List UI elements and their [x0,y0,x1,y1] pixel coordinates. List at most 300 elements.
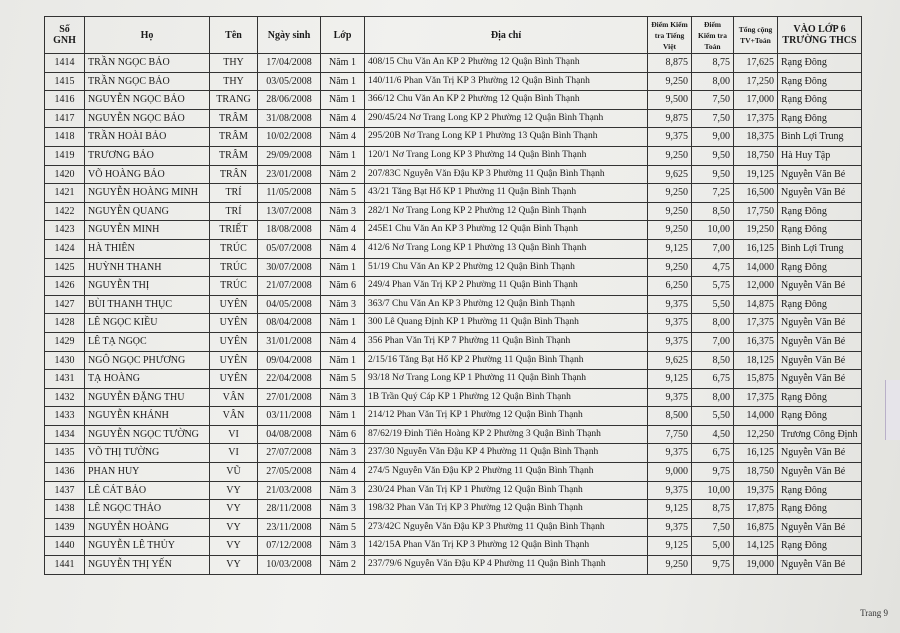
table-row [45,165,862,184]
cell-so-gnh: 1438 [45,500,85,519]
cell-ho: LÊ NGỌC THẢO [85,500,210,519]
cell-diem-tieng-viet: 9,625 [648,165,692,184]
cell-ten: TRÍ [210,184,258,203]
cell-so-gnh: 1426 [45,277,85,296]
cell-diem-tieng-viet: 9,375 [648,388,692,407]
cell-dia-chi: 274/5 Nguyễn Văn Đậu KP 2 Phường 11 Quận Bình Thạnh [365,463,648,482]
table-row [45,314,862,333]
cell-lop: Năm 3 [321,537,365,556]
table-row [45,444,862,463]
cell-dia-chi: 366/12 Chu Văn An KP 2 Phường 12 Quận Bình Thạnh [365,91,648,110]
cell-ho: NGÔ NGỌC PHƯƠNG [85,351,210,370]
cell-diem-tieng-viet: 9,125 [648,500,692,519]
cell-ten: VY [210,500,258,519]
cell-ngay-sinh: 13/07/2008 [258,202,321,221]
table-row [45,370,862,389]
cell-ngay-sinh: 09/04/2008 [258,351,321,370]
cell-ngay-sinh: 31/01/2008 [258,332,321,351]
table-row [45,184,862,203]
cell-dia-chi: 282/1 Nơ Trang Long KP 2 Phường 12 Quận Bình Thạnh [365,202,648,221]
cell-ngay-sinh: 10/02/2008 [258,128,321,147]
cell-lop: Năm 6 [321,425,365,444]
table-row [45,407,862,426]
cell-ten: TRÚC [210,239,258,258]
table-row [45,537,862,556]
cell-dia-chi: 43/21 Tăng Bạt Hổ KP 1 Phường 11 Quận Bình Thạnh [365,184,648,203]
cell-ten: VY [210,518,258,537]
cell-ngay-sinh: 05/07/2008 [258,239,321,258]
table-row [45,481,862,500]
cell-diem-toan: 8,00 [692,314,734,333]
cell-truong-thcs: Nguyễn Văn Bé [778,370,862,389]
cell-ngay-sinh: 28/06/2008 [258,91,321,110]
cell-diem-tieng-viet: 9,625 [648,351,692,370]
cell-truong-thcs: Nguyễn Văn Bé [778,314,862,333]
cell-ten: THY [210,54,258,73]
cell-lop: Năm 4 [321,239,365,258]
cell-dia-chi: 93/18 Nơ Trang Long KP 1 Phường 11 Quận Bình Thạnh [365,370,648,389]
header-ten: Tên [210,17,258,54]
cell-so-gnh: 1415 [45,72,85,91]
cell-diem-tieng-viet: 9,375 [648,481,692,500]
cell-tong-cong: 16,375 [734,332,778,351]
table-row [45,295,862,314]
cell-dia-chi: 207/83C Nguyễn Văn Đậu KP 3 Phường 11 Quận Bình Thạnh [365,165,648,184]
cell-ten: TRÂM [210,128,258,147]
cell-diem-tieng-viet: 9,250 [648,258,692,277]
cell-ten: VY [210,481,258,500]
cell-tong-cong: 17,375 [734,388,778,407]
cell-ten: UYÊN [210,314,258,333]
table-row [45,258,862,277]
cell-truong-thcs: Nguyễn Văn Bé [778,556,862,575]
header-dia-chi: Địa chỉ [365,17,648,54]
page-number: Trang 9 [860,608,888,618]
cell-so-gnh: 1437 [45,481,85,500]
cell-lop: Năm 3 [321,481,365,500]
cell-ten: VI [210,444,258,463]
cell-so-gnh: 1417 [45,109,85,128]
cell-ten: UYÊN [210,295,258,314]
cell-ho: TẠ HOÀNG [85,370,210,389]
header-ngay-sinh: Ngày sinh [258,17,321,54]
cell-so-gnh: 1423 [45,221,85,240]
cell-diem-tieng-viet: 9,250 [648,556,692,575]
cell-ten: UYÊN [210,351,258,370]
table-row [45,146,862,165]
student-score-table [44,16,862,575]
cell-tong-cong: 16,500 [734,184,778,203]
cell-ngay-sinh: 31/08/2008 [258,109,321,128]
cell-truong-thcs: Nguyễn Văn Bé [778,518,862,537]
cell-lop: Năm 1 [321,146,365,165]
cell-so-gnh: 1422 [45,202,85,221]
cell-ten: TRANG [210,91,258,110]
cell-lop: Năm 3 [321,295,365,314]
cell-lop: Năm 4 [321,128,365,147]
cell-so-gnh: 1440 [45,537,85,556]
cell-truong-thcs: Nguyễn Văn Bé [778,351,862,370]
table-row [45,91,862,110]
header-so-gnh: Số GNH [45,17,85,54]
cell-tong-cong: 14,000 [734,258,778,277]
cell-dia-chi: 198/32 Phan Văn Trị KP 3 Phường 12 Quận Bình Thạnh [365,500,648,519]
cell-ho: NGUYỄN HOÀNG MINH [85,184,210,203]
cell-dia-chi: 273/42C Nguyễn Văn Đậu KP 3 Phường 11 Quận Bình Thạnh [365,518,648,537]
cell-diem-toan: 8,50 [692,202,734,221]
cell-lop: Năm 1 [321,54,365,73]
cell-dia-chi: 237/79/6 Nguyễn Văn Đậu KP 4 Phường 11 Quận Bình Thạnh [365,556,648,575]
table-row [45,54,862,73]
table-row [45,221,862,240]
cell-ho: LÊ CÁT BẢO [85,481,210,500]
cell-ho: VÕ HOÀNG BẢO [85,165,210,184]
cell-ngay-sinh: 18/08/2008 [258,221,321,240]
cell-dia-chi: 356 Phan Văn Trị KP 7 Phường 11 Quận Bình Thạnh [365,332,648,351]
cell-dia-chi: 245E1 Chu Văn An KP 3 Phường 12 Quận Bình Thạnh [365,221,648,240]
cell-truong-thcs: Nguyễn Văn Bé [778,165,862,184]
cell-ten: THY [210,72,258,91]
cell-tong-cong: 14,875 [734,295,778,314]
cell-dia-chi: 230/24 Phan Văn Trị KP 1 Phường 12 Quận Bình Thạnh [365,481,648,500]
cell-lop: Năm 5 [321,184,365,203]
cell-truong-thcs: Nguyễn Văn Bé [778,332,862,351]
cell-dia-chi: 300 Lê Quang Định KP 1 Phường 11 Quận Bình Thạnh [365,314,648,333]
cell-truong-thcs: Rạng Đông [778,481,862,500]
cell-tong-cong: 14,125 [734,537,778,556]
cell-so-gnh: 1428 [45,314,85,333]
cell-diem-toan: 8,00 [692,72,734,91]
cell-ten: TRÂM [210,146,258,165]
cell-tong-cong: 18,375 [734,128,778,147]
cell-lop: Năm 1 [321,72,365,91]
cell-ho: TRẦN HOÀI BẢO [85,128,210,147]
cell-ngay-sinh: 21/07/2008 [258,277,321,296]
cell-diem-tieng-viet: 9,375 [648,332,692,351]
cell-ten: TRÚC [210,277,258,296]
table-row [45,351,862,370]
cell-dia-chi: 51/19 Chu Văn An KP 2 Phường 12 Quận Bình Thạnh [365,258,648,277]
cell-truong-thcs: Rạng Đông [778,295,862,314]
cell-tong-cong: 16,125 [734,444,778,463]
cell-ten: TRÂM [210,109,258,128]
cell-lop: Năm 3 [321,388,365,407]
cell-truong-thcs: Nguyễn Văn Bé [778,463,862,482]
cell-diem-tieng-viet: 8,500 [648,407,692,426]
cell-ten: TRÚC [210,258,258,277]
cell-ngay-sinh: 21/03/2008 [258,481,321,500]
header-diem-tieng-viet: Điểm Kiểm tra Tiếng Việt [648,17,692,54]
table-row [45,109,862,128]
cell-diem-toan: 9,00 [692,128,734,147]
cell-ho: HUỲNH THANH [85,258,210,277]
cell-ten: VY [210,556,258,575]
cell-ho: BÙI THANH THỤC [85,295,210,314]
cell-truong-thcs: Nguyễn Văn Bé [778,277,862,296]
cell-diem-tieng-viet: 9,125 [648,370,692,389]
cell-ngay-sinh: 17/04/2008 [258,54,321,73]
cell-ho: PHAN HUY [85,463,210,482]
cell-ho: TRƯƠNG BẢO [85,146,210,165]
cell-ten: TRÍ [210,202,258,221]
cell-truong-thcs: Rạng Đông [778,407,862,426]
cell-truong-thcs: Bình Lợi Trung [778,128,862,147]
cell-ho: NGUYỄN HOÀNG [85,518,210,537]
cell-diem-toan: 6,75 [692,370,734,389]
cell-diem-toan: 8,00 [692,388,734,407]
cell-ten: VÂN [210,388,258,407]
cell-diem-tieng-viet: 9,375 [648,128,692,147]
cell-dia-chi: 290/45/24 Nơ Trang Long KP 2 Phường 12 Quận Bình Thạnh [365,109,648,128]
cell-lop: Năm 5 [321,518,365,537]
cell-dia-chi: 2/15/16 Tăng Bạt Hổ KP 2 Phường 11 Quận Bình Thạnh [365,351,648,370]
cell-diem-tieng-viet: 9,375 [648,314,692,333]
cell-lop: Năm 3 [321,202,365,221]
cell-diem-tieng-viet: 9,000 [648,463,692,482]
cell-ngay-sinh: 07/12/2008 [258,537,321,556]
cell-ten: UYÊN [210,370,258,389]
cell-diem-tieng-viet: 9,875 [648,109,692,128]
cell-diem-toan: 9,75 [692,463,734,482]
cell-so-gnh: 1425 [45,258,85,277]
cell-tong-cong: 16,875 [734,518,778,537]
cell-ten: TRÂN [210,165,258,184]
cell-diem-toan: 7,50 [692,518,734,537]
table-row [45,425,862,444]
cell-diem-toan: 9,50 [692,146,734,165]
cell-tong-cong: 17,000 [734,91,778,110]
cell-tong-cong: 17,375 [734,109,778,128]
cell-truong-thcs: Rạng Đông [778,91,862,110]
cell-ho: NGUYỄN LÊ THỦY [85,537,210,556]
table-row [45,556,862,575]
cell-ten: VŨ [210,463,258,482]
cell-tong-cong: 16,125 [734,239,778,258]
table-row [45,277,862,296]
cell-so-gnh: 1416 [45,91,85,110]
cell-ho: TRẦN NGỌC BẢO [85,54,210,73]
cell-so-gnh: 1429 [45,332,85,351]
header-diem-toan: Điểm Kiểm tra Toán [692,17,734,54]
cell-ho: NGUYỄN NGỌC TƯỜNG [85,425,210,444]
cell-diem-toan: 7,50 [692,91,734,110]
header-lop: Lớp [321,17,365,54]
cell-lop: Năm 1 [321,258,365,277]
cell-diem-toan: 7,50 [692,109,734,128]
cell-diem-tieng-viet: 9,375 [648,444,692,463]
cell-ho: VÕ THỊ TƯỜNG [85,444,210,463]
cell-diem-toan: 4,75 [692,258,734,277]
cell-truong-thcs: Rạng Đông [778,202,862,221]
cell-diem-tieng-viet: 9,125 [648,239,692,258]
cell-truong-thcs: Rạng Đông [778,258,862,277]
cell-dia-chi: 295/20B Nơ Trang Long KP 1 Phường 13 Quận Bình Thạnh [365,128,648,147]
cell-ho: NGUYỄN THỊ YẾN [85,556,210,575]
cell-so-gnh: 1436 [45,463,85,482]
cell-diem-tieng-viet: 8,875 [648,54,692,73]
cell-lop: Năm 3 [321,444,365,463]
cell-ngay-sinh: 10/03/2008 [258,556,321,575]
cell-dia-chi: 1B Trần Quý Cáp KP 1 Phường 12 Quận Bình Thạnh [365,388,648,407]
cell-lop: Năm 1 [321,314,365,333]
cell-truong-thcs: Bình Lợi Trung [778,239,862,258]
cell-so-gnh: 1430 [45,351,85,370]
cell-ngay-sinh: 23/11/2008 [258,518,321,537]
cell-truong-thcs: Trương Công Định [778,425,862,444]
cell-ho: NGUYỄN KHÁNH [85,407,210,426]
cell-lop: Năm 4 [321,463,365,482]
cell-ngay-sinh: 27/01/2008 [258,388,321,407]
cell-so-gnh: 1434 [45,425,85,444]
cell-diem-tieng-viet: 6,250 [648,277,692,296]
cell-truong-thcs: Rạng Đông [778,109,862,128]
table-row [45,500,862,519]
cell-ngay-sinh: 28/11/2008 [258,500,321,519]
cell-diem-toan: 9,75 [692,556,734,575]
cell-ho: NGUYỄN THỊ [85,277,210,296]
table-body [45,54,862,575]
cell-ten: VI [210,425,258,444]
cell-lop: Năm 1 [321,91,365,110]
cell-ho: NGUYỄN QUANG [85,202,210,221]
cell-diem-tieng-viet: 9,125 [648,537,692,556]
cell-diem-tieng-viet: 9,500 [648,91,692,110]
cell-so-gnh: 1439 [45,518,85,537]
table-row [45,518,862,537]
cell-truong-thcs: Rạng Đông [778,221,862,240]
cell-ngay-sinh: 11/05/2008 [258,184,321,203]
cell-diem-toan: 8,50 [692,351,734,370]
cell-ho: NGUYỄN NGỌC BẢO [85,109,210,128]
cell-lop: Năm 1 [321,351,365,370]
cell-truong-thcs: Rạng Đông [778,54,862,73]
cell-so-gnh: 1432 [45,388,85,407]
cell-ho: HÀ THIÊN [85,239,210,258]
cell-ten: VÂN [210,407,258,426]
cell-truong-thcs: Rạng Đông [778,537,862,556]
cell-diem-toan: 4,50 [692,425,734,444]
cell-ten: TRIẾT [210,221,258,240]
cell-ten: UYÊN [210,332,258,351]
cell-tong-cong: 18,750 [734,463,778,482]
cell-truong-thcs: Hà Huy Tập [778,146,862,165]
cell-dia-chi: 214/12 Phan Văn Trị KP 1 Phường 12 Quận Bình Thạnh [365,407,648,426]
cell-ngay-sinh: 03/05/2008 [258,72,321,91]
header-tong-cong: Tổng cộng TV+Toán [734,17,778,54]
cell-tong-cong: 17,375 [734,314,778,333]
cell-truong-thcs: Rạng Đông [778,388,862,407]
cell-ho: NGUYỄN ĐẶNG THU [85,388,210,407]
cell-tong-cong: 15,875 [734,370,778,389]
table-row [45,202,862,221]
cell-lop: Năm 5 [321,370,365,389]
cell-diem-tieng-viet: 9,250 [648,221,692,240]
cell-diem-toan: 10,00 [692,481,734,500]
cell-ngay-sinh: 22/04/2008 [258,370,321,389]
cell-tong-cong: 19,000 [734,556,778,575]
cell-tong-cong: 18,750 [734,146,778,165]
table-row [45,72,862,91]
cell-truong-thcs: Rạng Đông [778,500,862,519]
cell-diem-toan: 8,75 [692,500,734,519]
cell-diem-toan: 5,75 [692,277,734,296]
cell-tong-cong: 17,875 [734,500,778,519]
cell-lop: Năm 2 [321,165,365,184]
cell-tong-cong: 17,250 [734,72,778,91]
cell-diem-tieng-viet: 9,375 [648,295,692,314]
cell-diem-toan: 5,00 [692,537,734,556]
cell-so-gnh: 1441 [45,556,85,575]
cell-dia-chi: 142/15A Phan Văn Trị KP 3 Phường 12 Quận Bình Thạnh [365,537,648,556]
cell-ten: VY [210,537,258,556]
cell-diem-toan: 6,75 [692,444,734,463]
cell-tong-cong: 14,000 [734,407,778,426]
cell-dia-chi: 412/6 Nơ Trang Long KP 1 Phường 13 Quận Bình Thạnh [365,239,648,258]
cell-diem-toan: 7,00 [692,239,734,258]
cell-lop: Năm 2 [321,556,365,575]
cell-diem-toan: 8,75 [692,54,734,73]
header-truong-thcs: VÀO LỚP 6 TRƯỜNG THCS [778,17,862,54]
cell-dia-chi: 363/7 Chu Văn An KP 3 Phường 12 Quận Bình Thạnh [365,295,648,314]
cell-lop: Năm 6 [321,277,365,296]
cell-ngay-sinh: 27/07/2008 [258,444,321,463]
cell-diem-toan: 7,25 [692,184,734,203]
cell-tong-cong: 19,125 [734,165,778,184]
cell-diem-toan: 7,00 [692,332,734,351]
cell-tong-cong: 12,000 [734,277,778,296]
cell-tong-cong: 18,125 [734,351,778,370]
cell-tong-cong: 12,250 [734,425,778,444]
cell-lop: Năm 1 [321,407,365,426]
cell-dia-chi: 408/15 Chu Văn An KP 2 Phường 12 Quận Bình Thạnh [365,54,648,73]
cell-dia-chi: 140/11/6 Phan Văn Trị KP 3 Phường 12 Quận Bình Thạnh [365,72,648,91]
table-row [45,463,862,482]
header-ho: Họ [85,17,210,54]
cell-diem-tieng-viet: 9,250 [648,72,692,91]
cell-ho: TRẦN NGỌC BẢO [85,72,210,91]
table-row [45,388,862,407]
cell-lop: Năm 4 [321,332,365,351]
table-row [45,332,862,351]
cell-tong-cong: 17,625 [734,54,778,73]
cell-ngay-sinh: 04/08/2008 [258,425,321,444]
cell-so-gnh: 1419 [45,146,85,165]
table-row [45,128,862,147]
cell-diem-tieng-viet: 9,250 [648,184,692,203]
cell-diem-toan: 5,50 [692,295,734,314]
cell-ngay-sinh: 23/01/2008 [258,165,321,184]
cell-so-gnh: 1418 [45,128,85,147]
cell-lop: Năm 3 [321,500,365,519]
cell-ho: NGUYỄN NGỌC BẢO [85,91,210,110]
cell-diem-toan: 10,00 [692,221,734,240]
cell-ngay-sinh: 03/11/2008 [258,407,321,426]
cell-lop: Năm 4 [321,221,365,240]
cell-so-gnh: 1435 [45,444,85,463]
cell-diem-tieng-viet: 9,250 [648,146,692,165]
cell-ngay-sinh: 04/05/2008 [258,295,321,314]
cell-truong-thcs: Rạng Đông [778,72,862,91]
cell-ho: LÊ NGỌC KIỀU [85,314,210,333]
cell-so-gnh: 1424 [45,239,85,258]
cell-tong-cong: 19,375 [734,481,778,500]
cell-diem-toan: 9,50 [692,165,734,184]
cell-ho: LÊ TẠ NGỌC [85,332,210,351]
cell-dia-chi: 120/1 Nơ Trang Long KP 3 Phường 14 Quận Bình Thạnh [365,146,648,165]
table-row [45,239,862,258]
cell-diem-toan: 5,50 [692,407,734,426]
page-edge-mark [885,380,900,440]
